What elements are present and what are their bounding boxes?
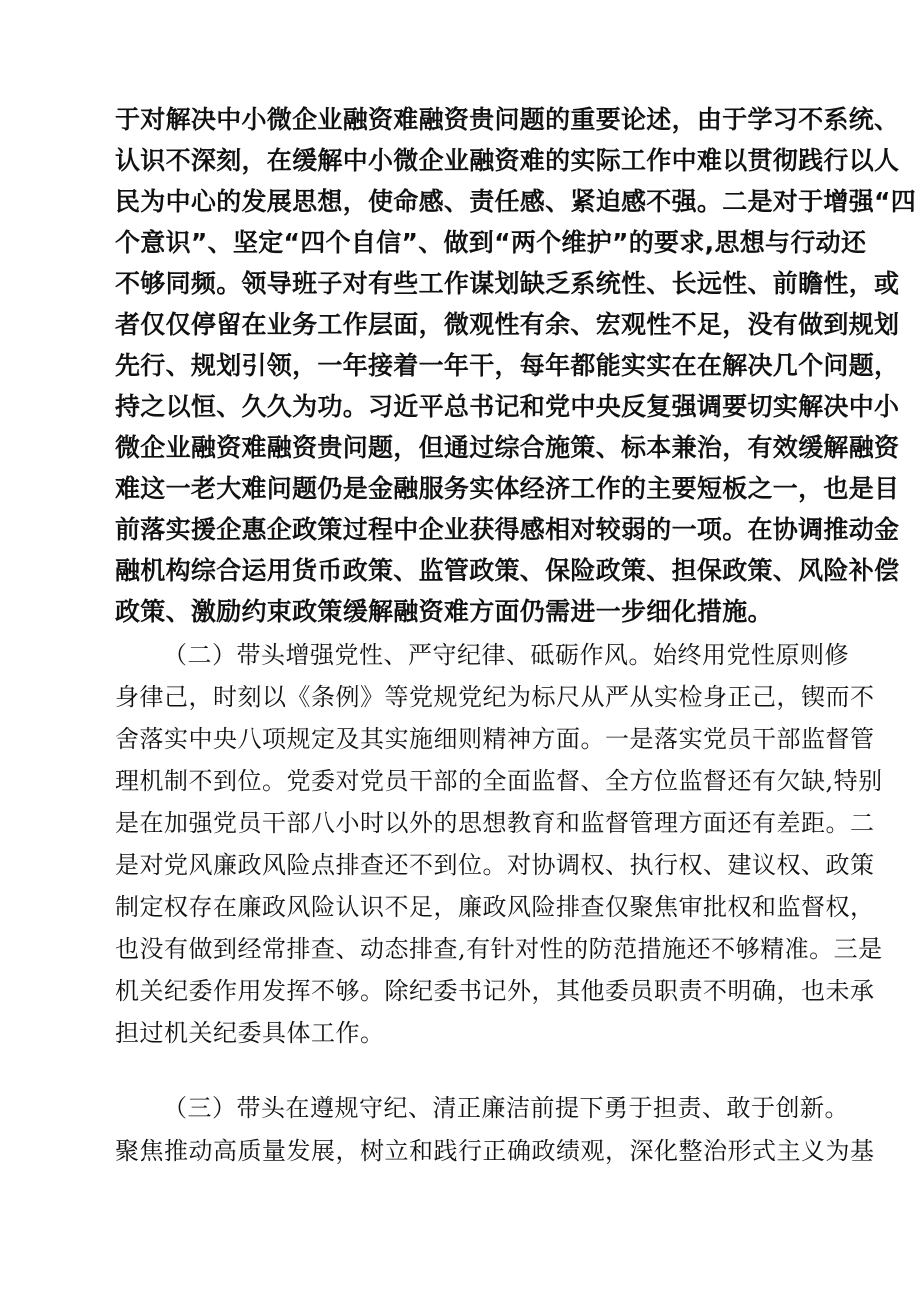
paragraph-1-line-3: 民为中心的发展思想，使命感、责任感、紧迫感不强。二是对于增强“四 xyxy=(115,187,917,216)
paragraph-1-line-2: 认识不深刻，在缓解中小微企业融资难的实际工作中难以贯彻践行以人 xyxy=(115,146,900,175)
paragraph-1-line-8: 持之以恒、久久为功。习近平总书记和党中央反复强调要切实解决中小 xyxy=(115,392,900,421)
paragraph-2-line-4: 理机制不到位。党委对党员干部的全面监督、全方位监督还有欠缺,特别 xyxy=(115,767,883,795)
paragraph-1-line-10: 难这一老大难问题仍是金融服务实体经济工作的主要短板之一，也是目 xyxy=(115,474,900,503)
paragraph-2-line-2: 身律己，时刻以《条例》等党规党纪为标尺从严从实检身正己，锲而不 xyxy=(115,683,875,711)
paragraph-2-line-6: 是对党风廉政风险点排查还不到位。对协调权、执行权、建议权、政策 xyxy=(115,851,875,879)
paragraph-1-line-4: 个意识”、坚定“四个自信”、做到“两个维护”的要求,思想与行动还 xyxy=(115,228,867,257)
paragraph-2-line-9: 机关纪委作用发挥不够。除纪委书记外，其他委员职责不明确，也未承 xyxy=(115,977,875,1005)
paragraph-2-line-3: 舍落实中央八项规定及其实施细则精神方面。一是落实党员干部监督管 xyxy=(115,725,875,753)
paragraph-3-line-1: （三）带头在遵规守纪、清正廉洁前提下勇于担责、敢于创新。 xyxy=(163,1094,849,1122)
paragraph-2-line-5: 是在加强党员干部八小时以外的思想教育和监督管理方面还有差距。二 xyxy=(115,809,875,837)
paragraph-1-line-1: 于对解决中小微企业融资难融资贵问题的重要论述，由于学习不系统、 xyxy=(115,105,900,134)
paragraph-2-line-10: 担过机关纪委具体工作。 xyxy=(115,1019,385,1047)
paragraph-1-line-12: 融机构综合运用货币政策、监管政策、保险政策、担保政策、风险补偿 xyxy=(115,556,900,585)
paragraph-1-line-7: 先行、规划引领，一年接着一年干，每年都能实实在在解决几个问题， xyxy=(115,351,900,380)
paragraph-3-line-2: 聚焦推动高质量发展，树立和践行正确政绩观，深化整治形式主义为基 xyxy=(115,1137,875,1165)
paragraph-1-line-13: 政策、激励约束政策缓解融资难方面仍需进一步细化措施。 xyxy=(115,597,773,626)
paragraph-1-line-9: 微企业融资难融资贵问题，但通过综合施策、标本兼治，有效缓解融资 xyxy=(115,433,900,462)
paragraph-2-line-7: 制定权存在廉政风险认识不足，廉政风险排查仅聚焦审批权和监督权， xyxy=(115,893,875,921)
paragraph-1-line-11: 前落实援企惠企政策过程中企业获得感相对较弱的一项。在协调推动金 xyxy=(115,515,900,544)
paragraph-1-line-5: 不够同频。领导班子对有些工作谋划缺乏系统性、长远性、前瞻性，或 xyxy=(115,269,900,298)
paragraph-1-line-6: 者仅仅停留在业务工作层面，微观性有余、宏观性不足，没有做到规划 xyxy=(115,310,900,339)
paragraph-2-line-8: 也没有做到经常排查、动态排查,有针对性的防范措施还不够精准。三是 xyxy=(115,935,883,963)
paragraph-2-line-1: （二）带头增强党性、严守纪律、砥砺作风。始终用党性原则修 xyxy=(163,641,849,669)
